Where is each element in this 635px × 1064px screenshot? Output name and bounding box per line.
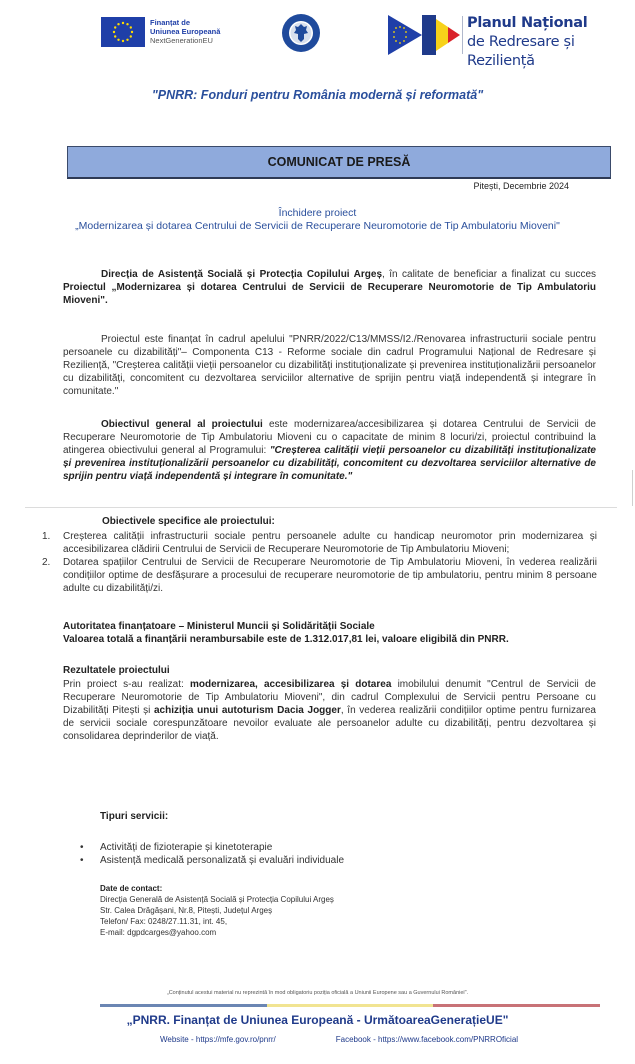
list-item-number: 2.: [42, 557, 51, 568]
closure-project-title: „Modernizarea și dotarea Centrului de Servicii de Recuperare Neuromotorie de Tip Ambulatoriu Mioveni": [75, 220, 560, 232]
facebook-link[interactable]: Facebook - https://www.facebook.com/PNRROficial: [335, 1035, 519, 1044]
general-objective-text: este modernizarea/accesibilizarea și dotarea Centrului de Servicii de Recuperare Neuromotorie de Tip Ambulatoriu Mioveni cu o capacitate de minim 8 locuri/zi, proiectul contribuind la atingerea obiectivului general al Programului:: [63, 419, 596, 456]
results-text: , în vederea realizării condițiilor optime pentru furnizarea de servicii sociale corespunzătoare nevoilor evaluate ale persoanelor adulte cu dizabilități, pentru dezvoltarea și consolidarea deprinderilor de viață.: [63, 705, 596, 742]
specific-objectives-title: Obiectivele specifice ale proiectului:: [102, 516, 275, 527]
pnrr-logo-divider: [462, 16, 463, 54]
motto: "PNRR: Fonduri pentru România modernă și reformată": [151, 88, 484, 102]
contact-organization: Direcția Generală de Asistență Socială și Protecția Copilului Argeș: [100, 895, 334, 904]
closure-label: Închidere proiect: [278, 207, 357, 219]
results-title: Rezultatele proiectului: [63, 665, 170, 676]
section-divider: [25, 507, 617, 508]
list-item: [80, 854, 344, 867]
project-closure-heading: [0, 207, 635, 233]
results-text: imobilului denumit "Centrul de Servicii de Recuperare Neuromotorie de Tip Ambulatoriu Mioveni", din cadrul Complexului de Servicii pentru Persoane cu Dizabilități Pitești și: [63, 679, 596, 716]
contact-block: [100, 883, 334, 938]
contact-phone: Telefon/ Fax: 0248/27.11.31, int. 45,: [100, 917, 228, 926]
footer-links: [160, 1035, 578, 1044]
eu-funding-line3: NextGenerationEU: [150, 36, 213, 45]
general-objective-paragraph: [63, 418, 596, 483]
funding-value: Valoarea totală a finanțării nerambursabile este de 1.312.017,81 lei, valoare eligibilă din PNRR.: [63, 634, 509, 645]
funding-authority: Autoritatea finanțatoare – Ministerul Muncii și Solidărității Sociale: [63, 621, 375, 632]
bullet-icon: •: [80, 842, 84, 853]
eu-funding-label: [150, 18, 220, 45]
services-title: Tipuri servicii:: [100, 811, 169, 822]
program-objective-quote: "Creșterea calității vieții persoanelor cu dizabilități instituționalizate și prevenirea instituționalizării persoanelor cu dizabilități, concomitent cu dezvoltarea serviciilor alternative de sprijin pentru viață independentă și integrare în comunitate.": [63, 445, 596, 482]
romanian-government-seal-icon: [281, 13, 321, 53]
tricolor-line: [100, 1004, 600, 1007]
press-release-banner: [67, 146, 611, 179]
eu-funding-line1: Finanțat de: [150, 18, 191, 27]
list-item-text: Creșterea calității infrastructurii sociale pentru persoanele adulte cu handicap neuromotor prin modernizarea și accesibilizarea clădirii Centrului de Servicii de Recuperare Neuromotorie de Tip Ambulatoriu Mioveni;: [63, 531, 597, 555]
funding-info: [63, 620, 603, 646]
tricolor-red: [433, 1004, 600, 1007]
results-highlight: modernizarea, accesibilizarea și dotarea: [189, 679, 392, 690]
pnrr-arrows-icon: [388, 13, 460, 57]
eu-funding-line2: Uniunea Europeană: [150, 27, 221, 36]
project-name: Proiectul „Modernizarea și dotarea Centrului de Servicii de Recuperare Neuromotorie de Tip Ambulatoriu Mioveni".: [63, 282, 596, 306]
intro-paragraph: [63, 268, 596, 307]
pnrr-logo-text: [467, 14, 635, 71]
list-item-number: 1.: [42, 531, 51, 542]
eu-flag-icon: [101, 17, 145, 47]
beneficiary-name: Direcția de Asistență Socială și Protecția Copilului Argeș: [101, 269, 383, 280]
tricolor-yellow: [267, 1004, 434, 1007]
date-line: Pitești, Decembrie 2024: [473, 181, 569, 191]
list-item: [25, 530, 597, 556]
banner-title: COMUNICAT DE PRESĂ: [267, 155, 411, 169]
list-item-text: Activități de fizioterapie și kinetoterapie: [100, 842, 273, 853]
tricolor-blue: [100, 1004, 267, 1007]
footer-slogan: „PNRR. Finanțat de Uniunea Europeană - UrmătoareaGenerațieUE": [126, 1013, 509, 1027]
pnrr-logo-line1: Planul Național: [467, 15, 588, 31]
intro-text: , în calitate de beneficiar a finalizat cu succes: [382, 269, 597, 280]
contact-address: Str. Calea Drăgășani, Nr.8, Pitești, Județul Argeș: [100, 906, 273, 915]
list-item-text: Dotarea spațiilor Centrului de Servicii de Recuperare Neuromotorie de Tip Ambulatoriu Mioveni, în vederea realizării condițiilor optime de desfășurare a procesului de recuperare neuromotorie de tip ambulatoriu, pentru minim 8 persoane adulte cu dizabilități/zi.: [63, 557, 597, 594]
bullet-icon: •: [80, 855, 84, 866]
results-text: Prin proiect s-au realizat:: [63, 679, 190, 690]
list-item: [25, 556, 597, 595]
list-item: [80, 841, 344, 854]
list-item-text: Asistență medicală personalizată și evaluări individuale: [100, 855, 345, 866]
contact-title: Date de contact:: [100, 884, 163, 893]
pnrr-logo-line2: de Redresare și Reziliență: [467, 34, 575, 69]
footer-disclaimer: „Conținutul acestui material nu reprezintă în mod obligatoriu poziția oficială a Uniunii Europene sau a Guvernului României".: [166, 990, 469, 996]
general-objective-label: Obiectivul general al proiectului: [101, 419, 263, 430]
specific-objectives-list: [25, 530, 597, 595]
page-edge-line: [632, 470, 633, 506]
website-link[interactable]: Website - https://mfe.gov.ro/pnrr/: [160, 1035, 276, 1044]
contact-email[interactable]: E-mail: dgpdcarges@yahoo.com: [100, 928, 217, 937]
services-list: [80, 841, 344, 867]
results-paragraph: [63, 678, 596, 743]
financing-text: Proiectul este finanțat în cadrul apelului "PNRR/2022/C13/MMSS/I2./Renovarea infrastructurii sociale pentru persoanele cu dizabilități"– Componenta C13 - Reforme sociale din cadrul Programului Național de Redresare și Reziliență, "Creșterea calității vieții persoanelor cu dizabilități instituționalizate și prevenirea instituționalizării persoanelor cu dizabilități, concomitent cu dezvoltarea serviciilor alternative de sprijin pentru viață independentă și integrare în comunitate.": [63, 334, 596, 397]
financing-paragraph: [63, 333, 596, 398]
results-highlight: achiziția unui autoturism Dacia Jogger: [153, 705, 341, 716]
